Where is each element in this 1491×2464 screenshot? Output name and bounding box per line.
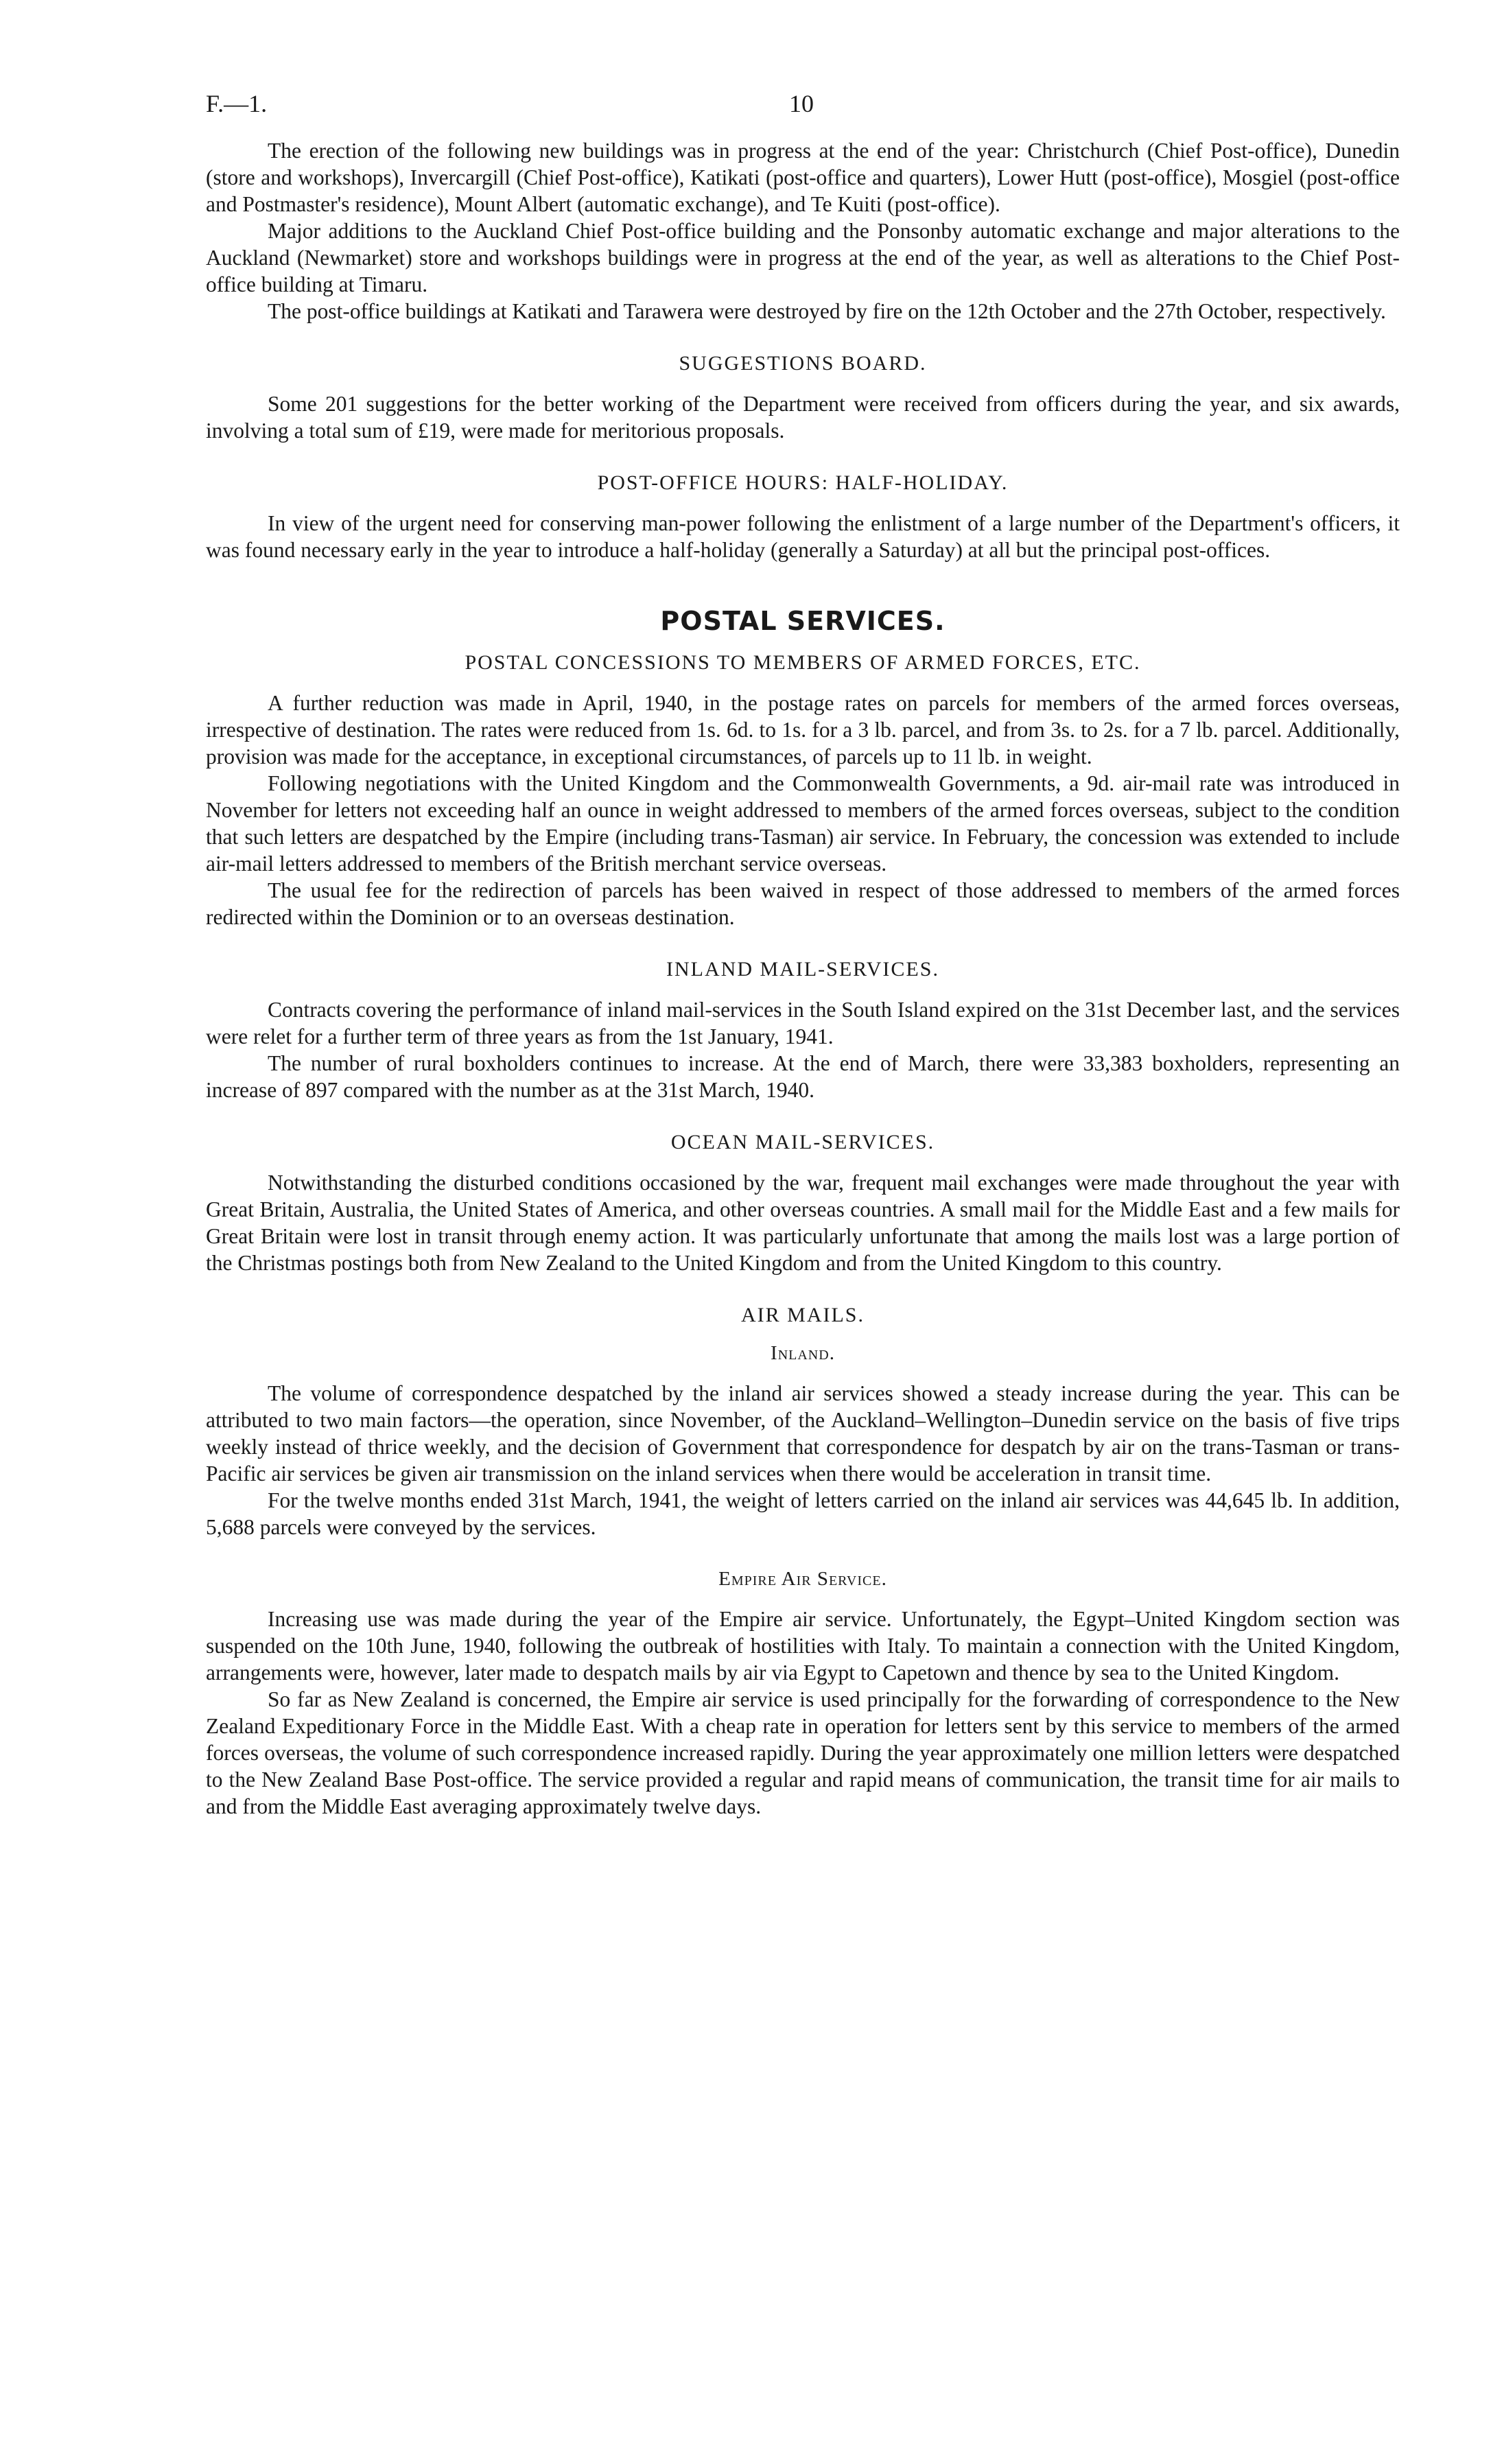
inland-mail-services-section	[206, 958, 1400, 1103]
running-header	[206, 89, 1400, 137]
paragraph: The usual fee for the redirection of parcels has been waived in respect of those addressed to members of the armed forces redirected within the Dominion or to an overseas destination.	[206, 878, 1400, 929]
document-page	[206, 89, 1400, 1820]
paragraph: Notwithstanding the disturbed conditions occasioned by the war, frequent mail exchanges were made throughout the year with Great Britain, Australia, the United States of America, and other overseas countries. A small mail for the Middle East and a few mails for Great Britain were lost in transit through enemy action. It was particularly unfortunate that among the mails lost was a large portion of the Christmas postings both from New Zealand to the United Kingdom and from the United Kingdom to this country.	[206, 1171, 1400, 1275]
paragraph: The number of rural boxholders continues to increase. At the end of March, there were 33,383 boxholders, representing an increase of 897 compared with the number as at the 31st March, 1940.	[206, 1051, 1400, 1102]
page-number: 10	[789, 90, 814, 117]
section-heading: POSTAL CONCESSIONS TO MEMBERS OF ARMED FORCES, ETC.	[465, 651, 1141, 674]
paragraph: Some 201 suggestions for the better working of the Department were received from officers during the year, and six awards, involving a total sum of £19, were made for meritorious proposals.	[206, 392, 1400, 443]
section-heading: INLAND MAIL-SERVICES.	[666, 958, 939, 981]
suggestions-board-section	[206, 352, 1400, 444]
paragraph: Major additions to the Auckland Chief Post-office building and the Ponsonby automatic exchange and major alterations to the Auckland (Newmarket) store and workshops buildings were in progress at the end of the year, as well as alterations to the Chief Post-office building at Timaru.	[206, 219, 1400, 296]
section-heading: AIR MAILS.	[740, 1304, 865, 1326]
ocean-mail-services-section	[206, 1131, 1400, 1276]
post-office-hours-section	[206, 471, 1400, 563]
buildings-section	[206, 137, 1400, 325]
subsection-heading: Empire Air Service.	[718, 1568, 887, 1590]
paragraph: A further reduction was made in April, 1940, in the postage rates on parcels for members of the armed forces overseas, irrespective of destination. The rates were reduced from 1s. 6d. to 1s. for a 3 lb. parcel, and from 3s. to 2s. for a 7 lb. parcel. Additionally, provision was made for the acceptance, in exceptional circumstances, of parcels up to 11 lb. in weight.	[206, 691, 1400, 768]
subsection-heading: Inland.	[771, 1342, 835, 1364]
air-mails-section	[206, 1304, 1400, 1820]
paragraph: Increasing use was made during the year of the Empire air service. Unfortunately, the Egypt–United Kingdom section was suspended on the 10th June, 1940, following the outbreak of hostilities with Italy. To maintain a connection with the United Kingdom, arrangements were, however, later made to despatch mails by air via Egypt to Capetown and thence by sea to the United Kingdom.	[206, 1607, 1400, 1685]
paragraph: For the twelve months ended 31st March, 1941, the weight of letters carried on the inland air services was 44,645 lb. In addition, 5,688 parcels were conveyed by the services.	[206, 1488, 1400, 1539]
section-heading: OCEAN MAIL-SERVICES.	[670, 1131, 935, 1153]
paragraph: Contracts covering the performance of inland mail-services in the South Island expired on the 31st December last, and the services were relet for a further term of three years as from the 1st January, 1941.	[206, 998, 1400, 1048]
paragraph: The erection of the following new buildings was in progress at the end of the year: Christchurch (Chief Post-office), Dunedin (store and workshops), Invercargill (Chief Post-office), Katikati (post-office and quarters), Lower Hutt (post-office), Mosgiel (post-office and Postmaster's residence), Mount Albert (automatic exchange), and Te Kuiti (post-office).	[206, 139, 1400, 216]
paragraph: The volume of correspondence despatched by the inland air services showed a steady increase during the year. This can be attributed to two main factors—the operation, since November, of the Auckland–Wellington–Dunedin service on the basis of five trips weekly instead of thrice weekly, and the decision of Government that correspondence for despatch by air on the trans-Tasman or trans-Pacific air services be given air transmission on the inland services when there would be acceleration in transit time.	[206, 1381, 1400, 1486]
postal-concessions-section	[206, 651, 1400, 930]
main-heading: POSTAL SERVICES.	[660, 606, 946, 636]
paragraph: So far as New Zealand is concerned, the Empire air service is used principally for the forwarding of correspondence to the New Zealand Expeditionary Force in the Middle East. With a cheap rate in operation for letters sent by this service to members of the armed forces overseas, the volume of such correspondence increased rapidly. During the year approximately one million letters were despatched to the New Zealand Base Post-office. The service provided a regular and rapid means of communication, the transit time for air mails to and from the Middle East averaging approximately twelve days.	[206, 1687, 1400, 1818]
section-heading: POST-OFFICE HOURS: HALF-HOLIDAY.	[597, 471, 1009, 494]
paragraph: Following negotiations with the United Kingdom and the Commonwealth Governments, a 9d. air-mail rate was introduced in November for letters not exceeding half an ounce in weight addressed to members of the armed forces overseas, subject to the condition that such letters are despatched by the Empire (including trans-Tasman) air service. In February, the concession was extended to include air-mail letters addressed to members of the British merchant service overseas.	[206, 771, 1400, 876]
section-heading: SUGGESTIONS BOARD.	[679, 352, 927, 375]
paragraph: In view of the urgent need for conserving man-power following the enlistment of a large number of the Department's officers, it was found necessary early in the year to introduce a half-holiday (generally a Saturday) at all but the principal post-offices.	[206, 511, 1400, 562]
paragraph: The post-office buildings at Katikati and Tarawera were destroyed by fire on the 12th October and the 27th October, respectively.	[268, 299, 1386, 323]
document-reference: F.—1.	[206, 90, 268, 117]
